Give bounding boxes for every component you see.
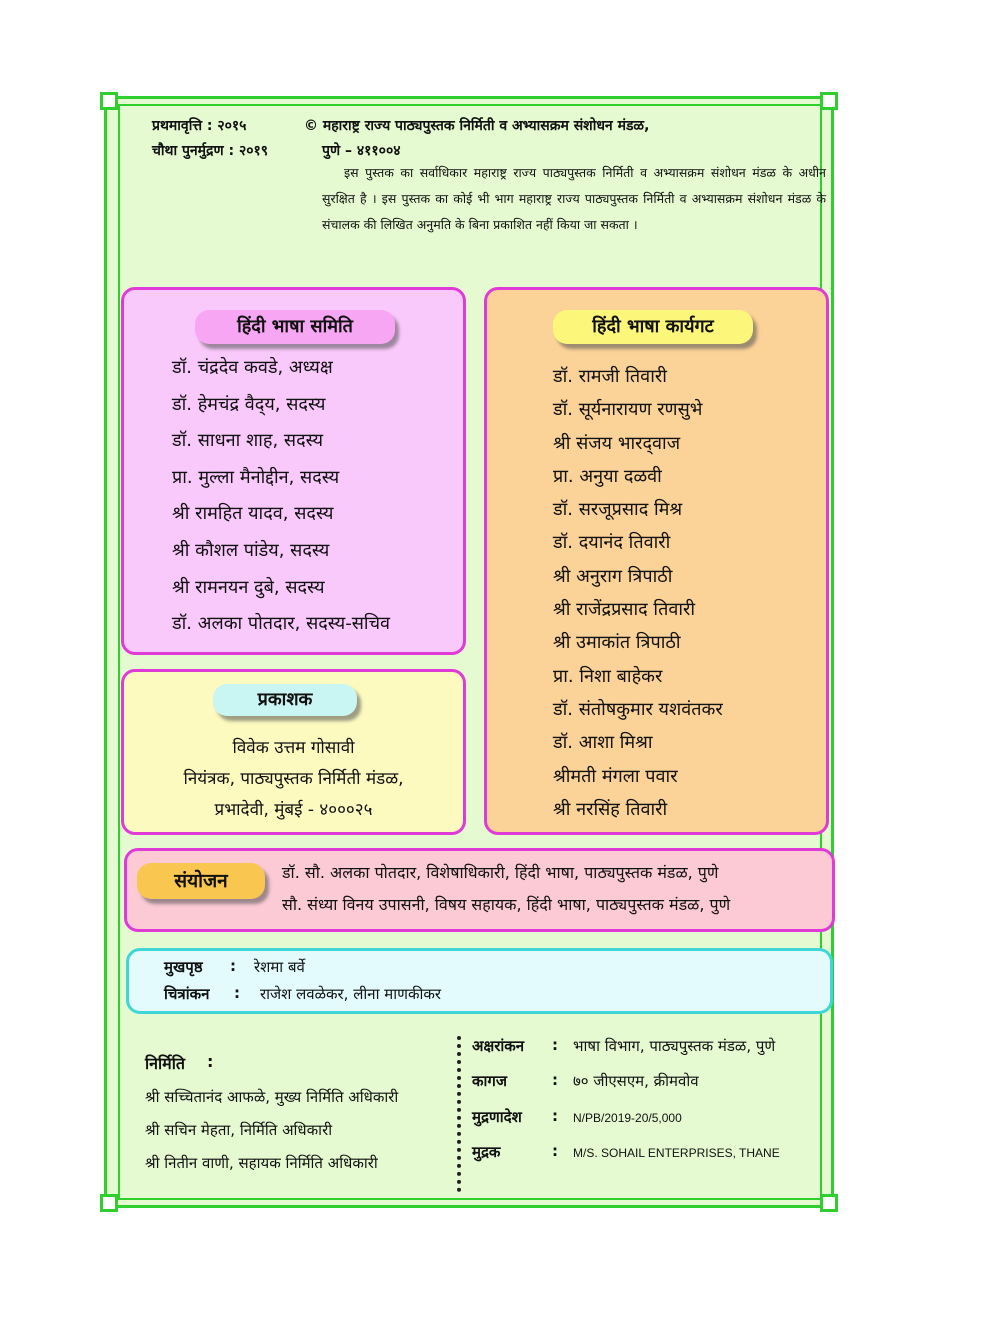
- illustration-value: राजेश लवळेकर, लीना माणकीकर: [260, 985, 442, 1003]
- committee-title: हिंदी भाषा समिति: [195, 310, 395, 344]
- illustration-colon: :: [234, 984, 240, 1002]
- illustration-label: चित्रांकन: [164, 985, 210, 1003]
- list-item: डॉ. रामजी तिवारी: [553, 366, 667, 387]
- rights-notice: इस पुस्तक का सर्वाधिकार महाराष्ट्र राज्य पाठ्यपुस्तक निर्मिती व अभ्यासक्रम संशोधन मंडळ के अधीन सुरक्षित है । इस पुस्तक का कोई भी भाग महाराष्ट्र राज्य पाठ्यपुस्तक निर्मिती व अभ्यासक्रम संशोधन मंडळ के संचालक की लिखित अनुमति के बिना प्रकाशित नहीं किया जा सकता ।: [322, 165, 826, 232]
- list-item: श्री संजय भारद्‌वाज: [553, 432, 681, 454]
- production-member: श्री सच्चितानंद आफळे, मुख्य निर्मिति अधिकारी: [145, 1088, 399, 1106]
- list-item: श्री राजेंद्रप्रसाद तिवारी: [553, 599, 696, 621]
- frame-corner: [820, 1194, 838, 1212]
- printing-label: अक्षरांकन: [472, 1037, 525, 1055]
- printing-colon: :: [552, 1036, 558, 1054]
- publisher-name: विवेक उत्तम गोसावी: [232, 738, 355, 758]
- production-title: निर्मिति: [145, 1054, 186, 1073]
- committee-list: [172, 350, 390, 643]
- workgroup-title: हिंदी भाषा कार्यगट: [553, 310, 753, 344]
- list-item: प्रा. अनुया दळवी: [553, 465, 662, 487]
- printing-label: कागज: [472, 1072, 507, 1090]
- printing-colon: :: [552, 1142, 558, 1160]
- dotted-divider: [457, 1036, 461, 1192]
- cover-label: मुखपृष्ठ: [164, 958, 203, 976]
- publisher-address: प्रभादेवी, मुंबई - ४०००२५: [214, 800, 373, 820]
- list-item: डॉ. संतोषकुमार यशवंतकर: [553, 698, 723, 720]
- printing-label: मुद्रक: [472, 1143, 501, 1161]
- production-member: श्री नितीन वाणी, सहायक निर्मिति अधिकारी: [145, 1154, 378, 1172]
- list-item: श्री रामनयन दुबे, सदस्य: [172, 576, 325, 598]
- list-item: श्री नरसिंह तिवारी: [553, 798, 668, 820]
- reprint-label: चौथा पुनर्मुद्रण : २०१९: [152, 143, 269, 159]
- frame-corner: [820, 92, 838, 110]
- list-item: डॉ. हेमचंद्र वैद्‌य, सदस्य: [172, 393, 326, 415]
- list-item: डॉ. दयानंद तिवारी: [553, 532, 671, 554]
- list-item: डॉ. साधना शाह, सदस्य: [172, 430, 324, 452]
- publisher-title: प्रकाशक: [213, 684, 357, 716]
- workgroup-list: [553, 360, 723, 826]
- printing-label: मुद्रणादेश: [472, 1108, 522, 1126]
- frame-corner: [100, 92, 118, 110]
- list-item: डॉ. चंद्रदेव कवडे, अध्यक्ष: [172, 357, 333, 378]
- coordination-title: संयोजन: [137, 863, 265, 899]
- list-item: श्री रामहित यादव, सदस्य: [172, 503, 334, 525]
- copyright-line: © महाराष्ट्र राज्य पाठ्यपुस्तक निर्मिती व अभ्यासक्रम संशोधन मंडळ,: [304, 118, 650, 134]
- publisher-designation: नियंत्रक, पाठ्यपुस्तक निर्मिती मंडळ,: [183, 769, 404, 789]
- frame-corner: [100, 1194, 118, 1212]
- printing-value: N/PB/2019-20/5,000: [573, 1111, 682, 1125]
- list-item: प्रा. निशा बाहेकर: [553, 665, 663, 687]
- list-item: प्रा. मुल्ला मैनोद्दीन, सदस्य: [172, 466, 340, 488]
- list-item: डॉ. आशा मिश्रा: [553, 732, 653, 754]
- coordination-line: डॉ. सौ. अलका पोतदार, विशेषाधिकारी, हिंदी भाषा, पाठ्यपुस्तक मंडळ, पुणे: [282, 863, 719, 882]
- cover-colon: :: [230, 957, 236, 975]
- printing-colon: :: [552, 1107, 558, 1125]
- list-item: श्री उमाकांत त्रिपाठी: [553, 632, 681, 654]
- printing-value: ७० जीएसएम, क्रीमवोव: [573, 1072, 699, 1090]
- list-item: श्रीमती मंगला पवार: [553, 765, 678, 787]
- list-item: श्री अनुराग त्रिपाठी: [553, 565, 673, 587]
- list-item: डॉ. अलका पोतदार, सदस्य-सचिव: [172, 613, 391, 635]
- printing-value: M/S. SOHAIL ENTERPRISES, THANE: [573, 1146, 780, 1160]
- production-colon: :: [207, 1052, 214, 1071]
- list-item: डॉ. सरजूप्रसाद मिश्र: [553, 499, 683, 521]
- printing-value: भाषा विभाग, पाठ्यपुस्तक मंडळ, पुणे: [573, 1037, 776, 1055]
- list-item: श्री कौशल पांडेय, सदस्य: [172, 539, 330, 561]
- production-member: श्री सचिन मेहता, निर्मिति अधिकारी: [145, 1121, 333, 1139]
- cover-value: रेशमा बर्वे: [254, 958, 305, 976]
- printing-colon: :: [552, 1071, 558, 1089]
- edition-label: प्रथमावृत्ति : २०१५: [152, 118, 247, 134]
- list-item: डॉ. सूर्यनारायण रणसुभे: [553, 399, 703, 421]
- coordination-line: सौ. संध्या विनय उपासनी, विषय सहायक, हिंदी भाषा, पाठ्यपुस्तक मंडळ, पुणे: [282, 895, 731, 914]
- city-line: पुणे – ४११००४: [322, 143, 401, 159]
